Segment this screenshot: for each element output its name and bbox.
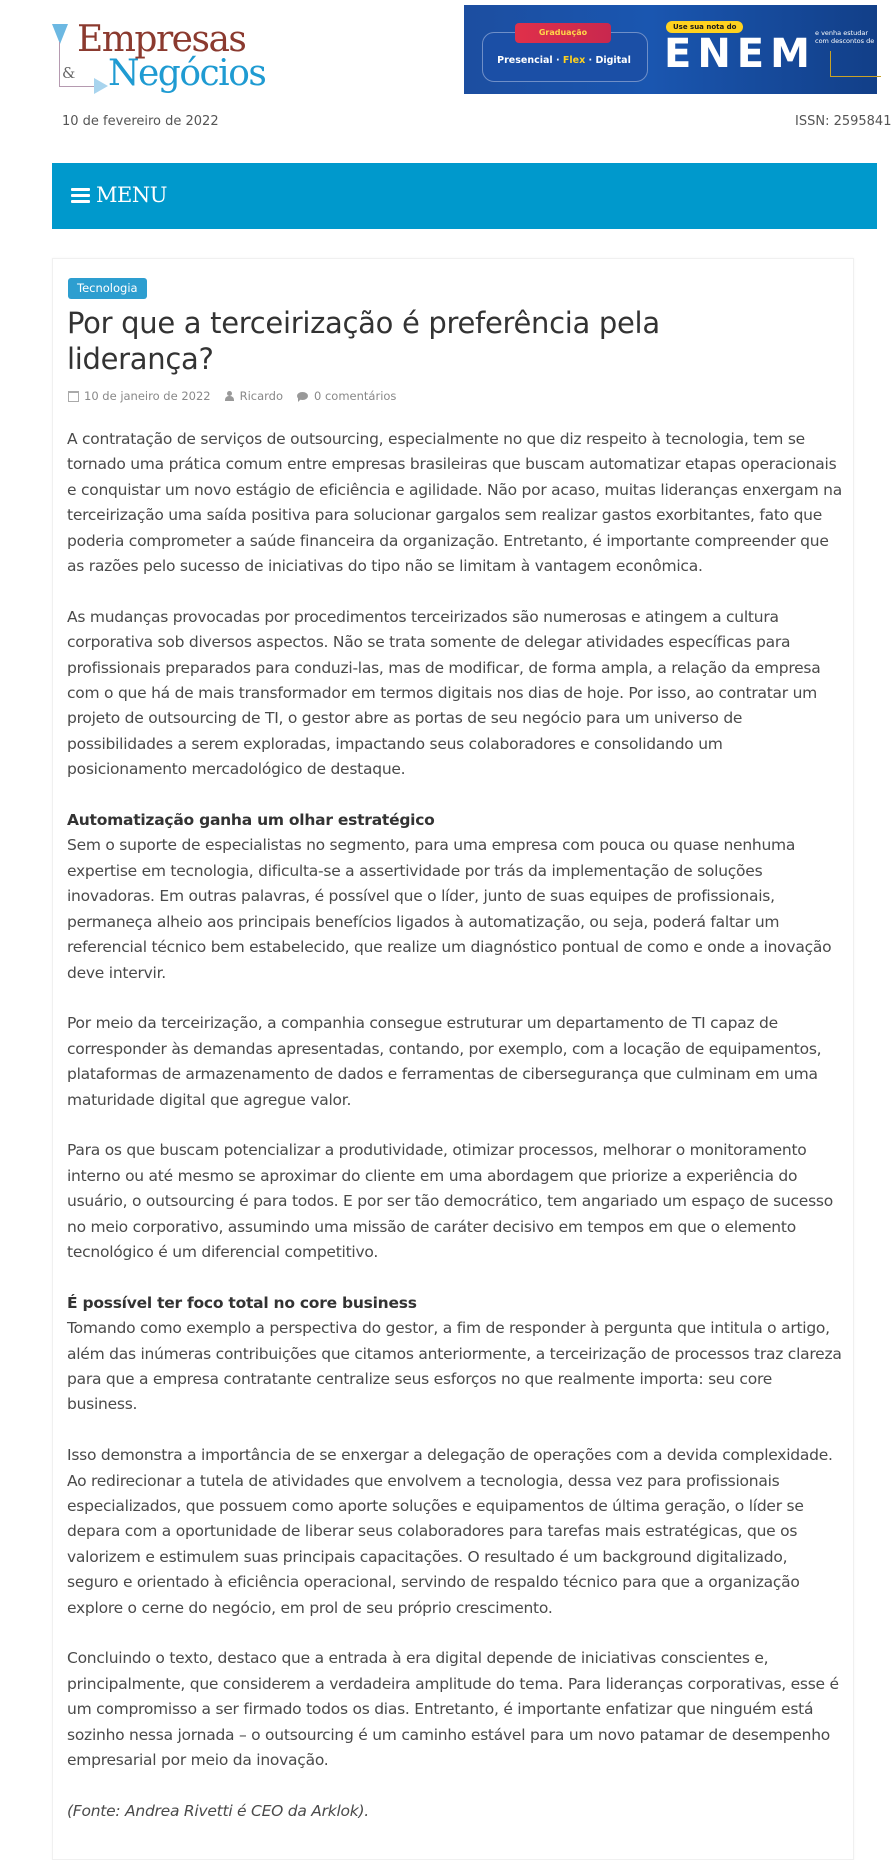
paragraph: As mudanças provocadas por procedimentos terceirizados são numerosas e atingem a cultura corporativa sob diversos aspectos. Não se trata somente de delegar atividades específicas para profissionais preparados para conduzi-las, mas de modificar, de forma ampla, a relação da empresa com o que há de mais transformador em termos digitais nos dias de hoje. Por isso, ao contratar um projeto de outsourcing de TI, o gestor abre as portas de seu negócio para um universo de possibilidades a serem exploradas, impactando seus colaboradores e consolidando um posicionamento mercadológico de destaque. <box>67 607 821 779</box>
issn: ISSN: 2595841 <box>795 114 891 129</box>
article-meta <box>68 389 410 403</box>
meta-date[interactable] <box>68 389 211 403</box>
category-badge[interactable]: Tecnologia <box>68 278 147 299</box>
banner-side-line: com descontos de <box>815 37 875 45</box>
meta-comments-text: 0 comentários <box>314 389 397 403</box>
menu-button[interactable] <box>71 183 167 207</box>
source-note <box>67 1799 843 1824</box>
paragraph: Tomando como exemplo a perspectiva do gestor, a fim de responder à pergunta que intitula o artigo, além das inúmeras contribuições que citamos anteriormente, a terceirização de processos traz clareza para que a empresa contratante centralize seus esforços no que realmente importa: seu core business. <box>67 1319 842 1414</box>
paragraph: Sem o suporte de especialistas no segmento, para uma empresa com pouca ou quase nenhuma expertise em tecnologia, dificulta-se a assertividade por trás da implementação de soluções inovadoras. Em outras palavras, é possível que o líder, junto de suas equipes de profissionais, permaneça alheio aos principais benefícios ligados à automatização, ou seja, poderá faltar um referencial técnico bem estabelecido, que realize um diagnóstico pontual de como e onde a inovação deve intervir. <box>67 836 832 982</box>
meta-author-text: Ricardo <box>239 389 284 403</box>
article-title: Por que a terceirização é preferência pela liderança? <box>67 306 660 376</box>
paragraph: Para os que buscam potencializar a produtividade, otimizar processos, melhorar o monitoramento interno ou até mesmo se aproximar do cliente em uma abordagem que priorize a experiência do usuário, o outsourcing é para todos. E por ser tão democrático, tem angariado um espaço de sucesso no meio corporativo, assumindo uma missão de caráter decisivo em tempos em que o elemento tecnológico é um diferencial competitivo. <box>67 1141 833 1261</box>
banner-mode: Presencial <box>497 55 553 66</box>
site-logo[interactable] <box>52 18 266 98</box>
banner-mode: Digital <box>595 55 631 66</box>
paragraph: A contratação de serviços de outsourcing, especialmente no que diz respeito à tecnologia, tem se tornado uma prática comum entre empresas brasileiras que buscam automatizar etapas operacionais e conquistar um novo estágio de eficiência e agilidade. Não por acaso, muitas lideranças enxergam na terceirização uma saída positiva para solucionar gargalos sem realizar gastos exorbitantes, fato que poderia comprometer a saúde financeira da organização. Entretanto, é importante compreender que as razões pelo sucesso de iniciativas do tipo não se limitam à vantagem econômica. <box>67 430 842 576</box>
logo-line <box>59 42 60 86</box>
user-icon <box>225 391 234 401</box>
article-card <box>52 258 854 1860</box>
banner-side-line: e venha estudar <box>815 29 869 37</box>
meta-comments[interactable] <box>297 389 396 403</box>
banner-tag: Graduação <box>515 23 611 43</box>
paragraph: Isso demonstra a importância de se enxergar a delegação de operações com a devida complexidade. Ao redirecionar a tutela de atividades que envolvem a tecnologia, dessa vez para profissionais especializados, que possuem como aporte soluções e equipamentos de última geração, o líder se depara com a oportunidade de liberar seus colaboradores para tarefas mais estratégicas, que os valorizem e estimulem suas principais capacitações. O resultado é um background digitalizado, seguro e orientado à eficiência operacional, servindo de respaldo técnico para que a organização explore o cerne do negócio, em prol de seu próprio crescimento. <box>67 1446 833 1617</box>
section-heading: É possível ter foco total no core business <box>67 1293 417 1312</box>
ad-banner[interactable] <box>464 5 877 94</box>
article-body <box>67 427 843 1850</box>
section-block <box>67 1291 843 1418</box>
paragraph: Concluindo o texto, destaco que a entrada à era digital depende de iniciativas conscientes e, principalmente, que considerem a verdadeira amplitude do tema. Para lideranças corporativas, esse é um compromisso a ser firmado todos os dias. Entretanto, é importante enfatizar que ninguém está sozinho nessa jornada – o outsourcing é um caminho estável para um novo patamar de desempenho empresarial por meio da inovação. <box>67 1649 839 1770</box>
banner-pill: Use sua nota do <box>666 21 743 33</box>
meta-date-text: 10 de janeiro de 2022 <box>84 389 211 403</box>
logo-text-negocios: Negócios <box>108 53 266 94</box>
logo-triangle-icon <box>52 24 68 44</box>
logo-line <box>59 86 99 87</box>
hamburger-icon <box>71 187 90 203</box>
section-block <box>67 808 843 986</box>
logo-text-empresas: Empresas <box>77 19 246 60</box>
main-nav-bar <box>52 163 877 229</box>
banner-headline: ENEM <box>664 31 816 77</box>
calendar-icon <box>68 391 79 402</box>
logo-arrow-icon <box>94 78 108 94</box>
paragraph: Por meio da terceirização, a companhia consegue estruturar um departamento de TI capaz de corresponder às demandas apresentadas, contando, por exemplo, com a locação de equipamentos, plataformas de armazenamento de dados e ferramentas de cibersegurança que culminam em uma maturidade digital que agregue valor. <box>67 1014 822 1109</box>
banner-decoration <box>830 51 881 77</box>
meta-author[interactable] <box>225 389 283 403</box>
banner-mode: Flex <box>562 55 586 66</box>
source-text: (Fonte: Andrea Rivetti é CEO da Arklok). <box>67 1801 369 1820</box>
logo-ampersand: & <box>62 64 76 82</box>
comment-icon <box>297 392 308 400</box>
section-heading: Automatização ganha um olhar estratégico <box>67 811 435 830</box>
banner-side-text <box>815 29 874 45</box>
menu-label: MENU <box>96 183 167 207</box>
banner-modes: Presencial · Flex · Digital <box>497 55 631 66</box>
current-date: 10 de fevereiro de 2022 <box>62 114 219 129</box>
